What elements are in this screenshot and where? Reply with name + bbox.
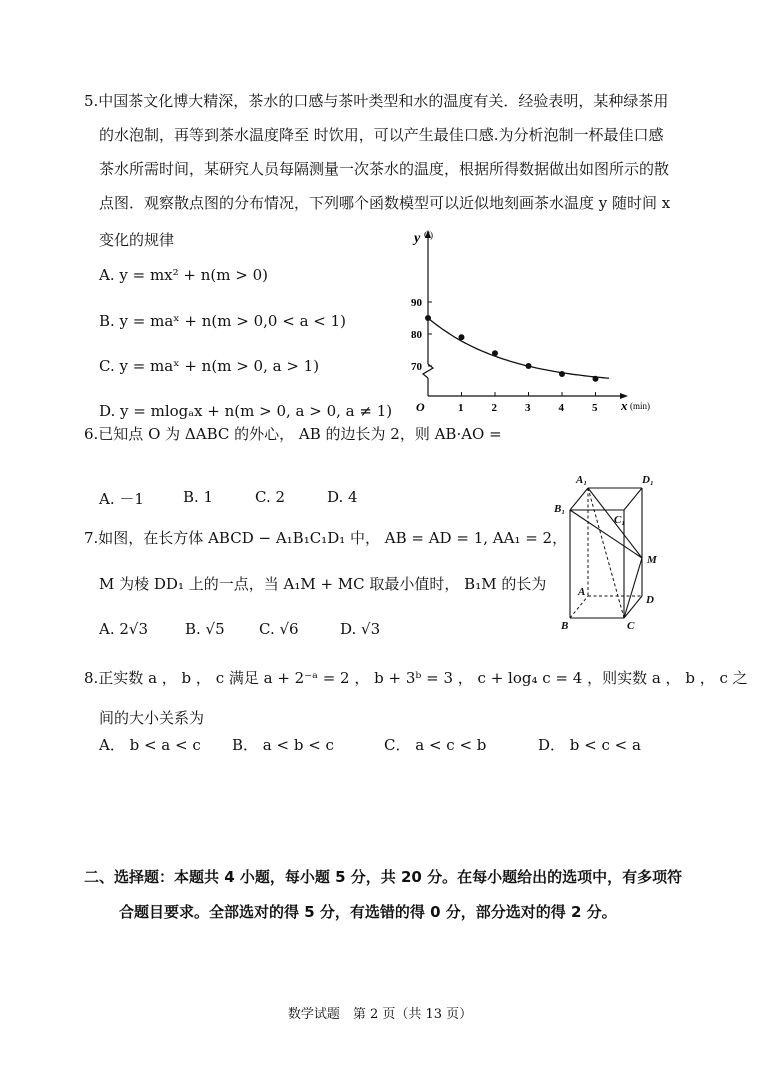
q7-option-a: A. 2√3 bbox=[99, 620, 149, 638]
data-point bbox=[593, 376, 599, 382]
x-axis-unit: (min) bbox=[630, 401, 650, 411]
q7-option-b: B. √5 bbox=[185, 620, 225, 638]
x-tick-label: 2 bbox=[491, 402, 497, 414]
y-axis-label: y bbox=[414, 231, 421, 246]
label-d1: D₁ bbox=[642, 474, 654, 486]
q5-option-d: D. y = mlogₐx + n(m > 0, a > 0, a ≠ 1) bbox=[99, 402, 393, 420]
q5-option-c: C. y = maˣ + n(m > 0, a > 1) bbox=[99, 357, 320, 375]
q5-line-2: 的水泡制，再等到茶水温度降至 时饮用，可以产生最佳口感.为分析泡制一杯最佳口感 bbox=[99, 126, 664, 144]
segment-a1-c bbox=[588, 488, 624, 618]
scatter-chart bbox=[400, 226, 660, 418]
x-tick-label: 4 bbox=[558, 402, 564, 414]
q5-line-1: 5.中国茶文化博大精深，茶水的口感与茶叶类型和水的温度有关．经验表明，某种绿茶用 bbox=[84, 92, 669, 110]
label-a1: A₁ bbox=[576, 474, 588, 486]
q7-option-c: C. √6 bbox=[259, 620, 299, 638]
q6-option-a: A. －1 bbox=[99, 490, 144, 508]
segment-b1-m bbox=[570, 510, 642, 558]
label-b1: B₁ bbox=[554, 503, 566, 515]
segment-m-c bbox=[624, 558, 642, 618]
q6-option-c: C. 2 bbox=[255, 488, 286, 506]
q5-option-b: B. y = maˣ + n(m > 0,0 < a < 1) bbox=[99, 312, 347, 330]
label-d: D bbox=[646, 594, 654, 606]
y-tick-label: 80 bbox=[411, 329, 422, 341]
q5-line-4: 点图．观察散点图的分布情况，下列哪个函数模型可以近似地刻画茶水温度 y 随时间 x bbox=[99, 194, 671, 212]
section2-line-1: 二、选择题：本题共 4 小题，每小题 5 分，共 20 分。在每小题给出的选项中，有多项符 bbox=[84, 868, 683, 886]
origin-label: O bbox=[416, 400, 425, 414]
label-c: C bbox=[627, 620, 635, 632]
q8-option-a: A． b < a < c bbox=[99, 736, 201, 754]
q8-option-b: B． a < b < c bbox=[232, 736, 334, 754]
section2-line-2: 合题目要求。全部选对的得 5 分，有选错的得 0 分，部分选对的得 2 分。 bbox=[119, 903, 617, 921]
data-point bbox=[492, 350, 498, 356]
edge-b-a bbox=[570, 596, 588, 618]
data-point bbox=[425, 315, 431, 321]
x-tick-label: 1 bbox=[458, 402, 464, 414]
q5-option-a: A. y = mx² + n(m > 0) bbox=[99, 266, 268, 284]
label-a: A bbox=[578, 586, 586, 598]
label-c1: C₁ bbox=[614, 514, 626, 526]
x-axis-label: x bbox=[621, 398, 628, 413]
q6-stem: 6.已知点 O 为 ΔABC 的外心， AB 的边长为 2，则 AB·AO = bbox=[84, 425, 502, 443]
page-footer: 数学试题 第 2 页（共 13 页） bbox=[287, 1007, 473, 1022]
data-point bbox=[559, 371, 565, 377]
fitted-curve bbox=[428, 318, 609, 378]
y-tick-label: 90 bbox=[411, 297, 422, 309]
q7-option-d: D. √3 bbox=[340, 620, 381, 638]
q5-line-3: 茶水所需时间，某研究人员每隔测量一次茶水的温度，根据所得数据做出如图所示的散 bbox=[99, 160, 670, 178]
q8-option-d: D． b < c < a bbox=[538, 736, 641, 754]
cuboid-figure bbox=[548, 470, 678, 640]
edge-c-d bbox=[624, 596, 642, 618]
data-point bbox=[459, 334, 465, 340]
q8-option-c: C． a < c < b bbox=[384, 736, 487, 754]
y-axis-unit: C) bbox=[424, 230, 433, 240]
q8-line-2: 间的大小关系为 bbox=[99, 709, 205, 727]
label-m: M bbox=[647, 554, 657, 566]
q7-line-2: M 为棱 DD₁ 上的一点，当 A₁M + MC 取最小值时， B₁M 的长为 bbox=[99, 575, 547, 593]
q5-line-5: 变化的规律 bbox=[99, 231, 175, 249]
q6-option-b: B. 1 bbox=[183, 488, 214, 506]
q7-line-1: 7.如图，在长方体 ABCD − A₁B₁C₁D₁ 中， AB = AD = 1, AA₁ = 2， bbox=[84, 529, 568, 547]
x-tick-label: 3 bbox=[525, 402, 531, 414]
data-point bbox=[526, 363, 532, 369]
edge-c1-d1 bbox=[624, 488, 642, 510]
label-b: B bbox=[561, 620, 569, 632]
edge-b1-a1 bbox=[570, 488, 588, 510]
x-tick-label: 5 bbox=[592, 402, 598, 414]
y-tick-label: 70 bbox=[411, 361, 422, 373]
q8-line-1: 8.正实数 a ， b ， c 满足 a + 2⁻ᵃ = 2 ， b + 3ᵇ = 3 ， c + log₄ c = 4 ，则实数 a ， b ， c 之 bbox=[84, 669, 748, 687]
q6-option-d: D. 4 bbox=[327, 488, 358, 506]
